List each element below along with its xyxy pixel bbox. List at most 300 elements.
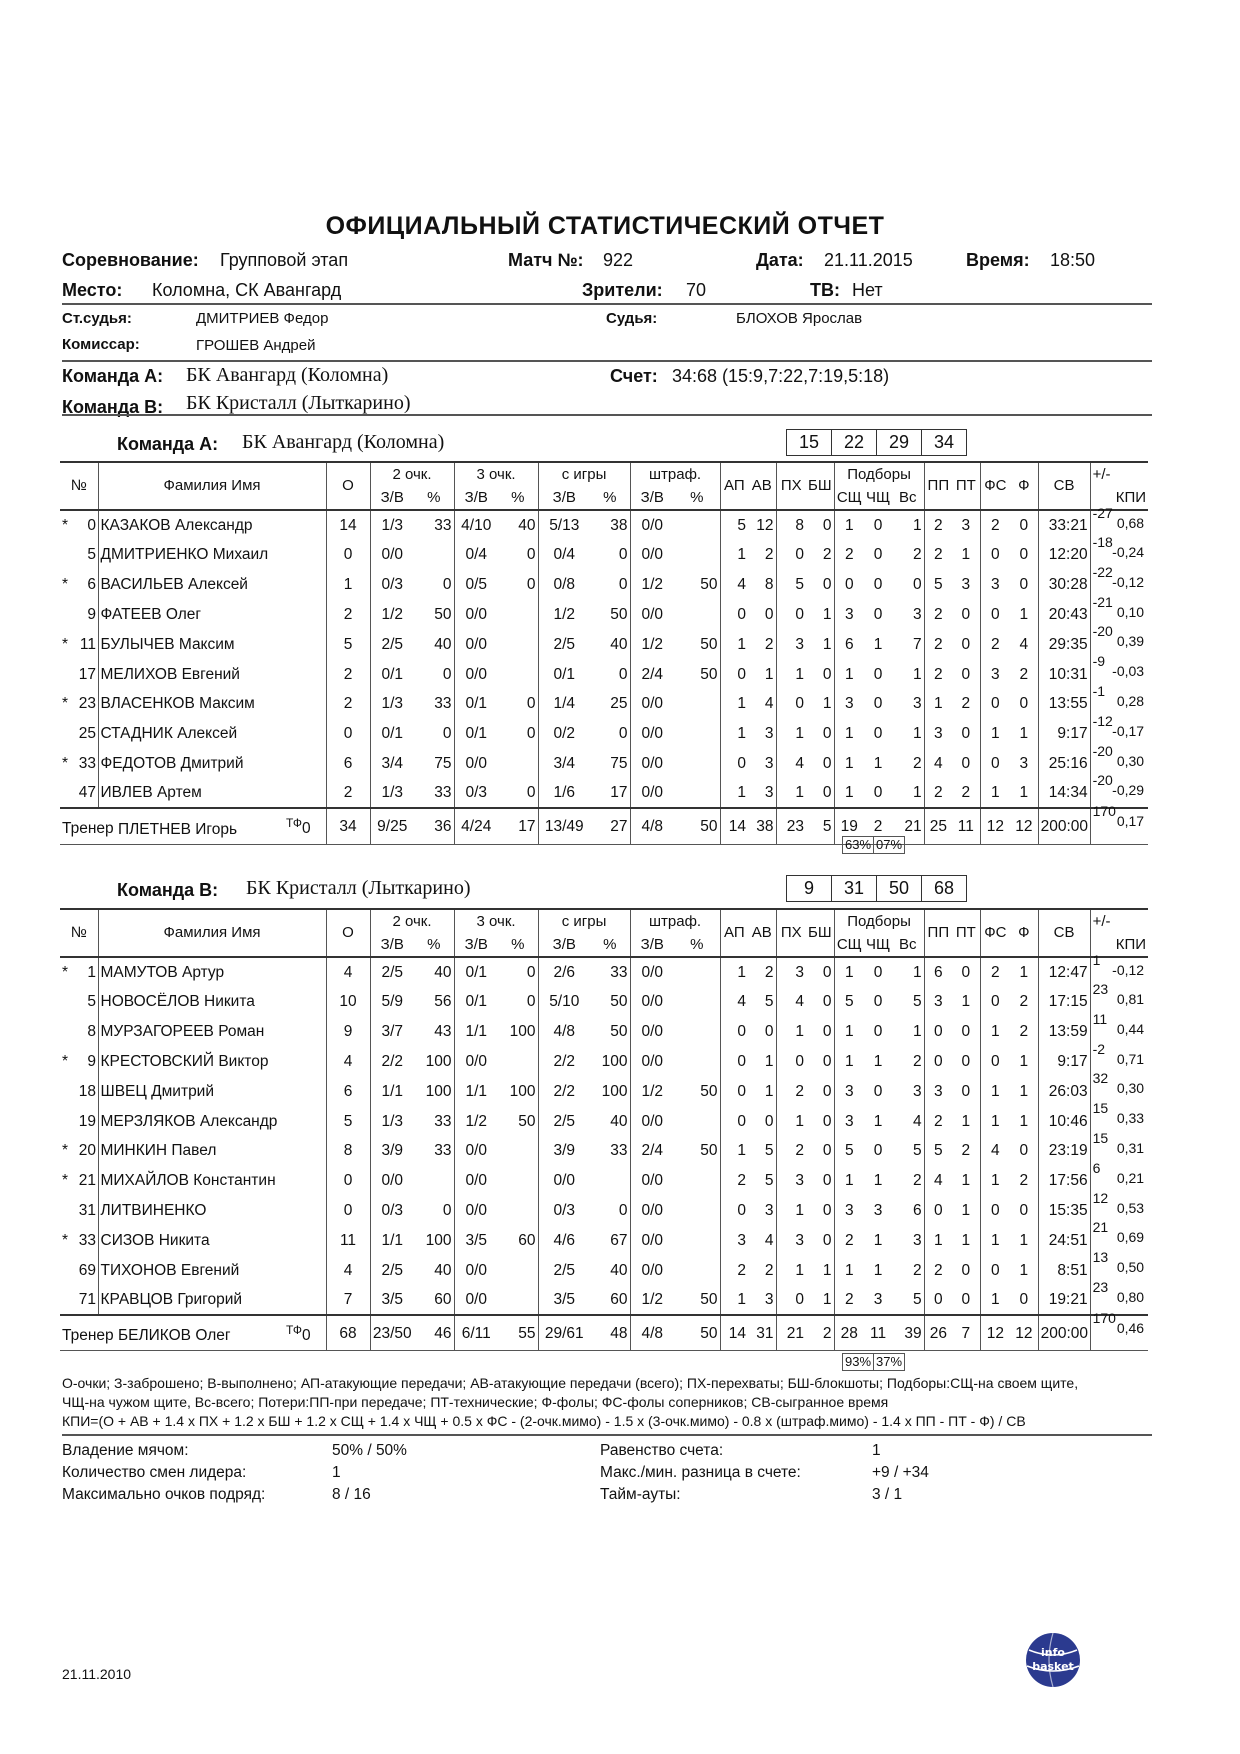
stat-fg2-pct: 60 <box>434 1290 452 1308</box>
kpi: 0,68 <box>1116 515 1145 531</box>
total-pts: 34 <box>326 808 370 844</box>
stat-pp: 0 <box>924 1285 952 1315</box>
stat-fs: 0 <box>980 749 1010 779</box>
stat-f: 4 <box>1019 635 1029 653</box>
possession-value: 50% / 50% <box>332 1442 407 1459</box>
player-name: КРАВЦОВ Григорий <box>98 1285 326 1315</box>
stat-reb-def: 1 <box>834 957 864 987</box>
stat-sv: 10:46 <box>1038 1106 1090 1136</box>
col-ft: штраф. <box>630 909 720 933</box>
player-number-cell <box>60 570 98 600</box>
player-number-cell <box>60 1285 98 1315</box>
col-fg2: 2 очк. <box>370 462 454 486</box>
stat-fg3-pct: 0 <box>526 964 536 981</box>
stat-fg3: 1/1 <box>454 1076 498 1106</box>
stat-fg-pct: 0 <box>618 1201 628 1219</box>
stat-bsh: 0 <box>822 1142 832 1160</box>
stat-fg2-pct: 33 <box>434 517 452 534</box>
plus-minus: 15 <box>1092 1100 1109 1117</box>
stat-ft-pct: 50 <box>700 1290 718 1308</box>
player-name: ВАСИЛЬЕВ Алексей <box>98 570 326 600</box>
stat-pp: 4 <box>924 749 952 779</box>
spectators-value: 70 <box>686 280 707 300</box>
legend-line: ЧЩ-на чужом щите, Вс-всего; Потери:ПП-при передаче; ПТ-технические; Ф-фолы; ФС-фолы соперников; СВ-сыгранное время <box>62 1394 889 1410</box>
info-basket-logo <box>1021 1626 1085 1695</box>
stat-fg3: 0/4 <box>454 540 498 570</box>
stat-ft: 0/0 <box>630 749 674 779</box>
commissioner-value: ГРОШЕВ Андрей <box>196 337 316 354</box>
stat-reb-tot: 2 <box>912 1261 922 1279</box>
plus-minus: 11 <box>1092 1010 1108 1027</box>
stat-fg3-pct <box>498 1255 538 1285</box>
player-number: 21 <box>78 1172 96 1190</box>
stat-reb-def: 2 <box>834 540 864 570</box>
total-bsh: 5 <box>806 808 834 844</box>
total-fg2-pct: 46 <box>414 1315 454 1351</box>
stat-pp: 2 <box>924 1255 952 1285</box>
stat-f: 1 <box>1019 1231 1029 1249</box>
player-number: 5 <box>87 993 96 1011</box>
stat-fg2: 1/1 <box>370 1076 414 1106</box>
stat-reb-def: 3 <box>834 1106 864 1136</box>
player-number: 8 <box>87 1023 96 1041</box>
stat-reb-tot: 1 <box>912 725 922 743</box>
plus-minus: -18 <box>1092 534 1113 550</box>
stat-fg3: 0/0 <box>454 600 498 630</box>
stat-fg3-pct: 0 <box>526 784 536 802</box>
total-fg-pct: 48 <box>590 1315 630 1351</box>
total-reb-off: 2 <box>864 808 892 844</box>
total-f: 12 <box>1010 808 1038 844</box>
player-name: ИВЛЕВ Артем <box>98 778 326 808</box>
col-pt: ПТ <box>952 462 980 510</box>
col-f: Ф <box>1010 909 1038 957</box>
kpi: 0,81 <box>1116 991 1145 1007</box>
col-pp: ПП <box>924 462 952 510</box>
player-row <box>60 600 1148 630</box>
plus-minus: -1 <box>1092 682 1106 699</box>
stat-fg3: 4/10 <box>454 510 498 540</box>
player-number: 33 <box>78 1231 96 1249</box>
stat-fg3: 1/1 <box>454 1017 498 1047</box>
stat-fg3: 0/0 <box>454 1255 498 1285</box>
stat-pts: 4 <box>326 957 370 987</box>
total-ph: 21 <box>776 1315 806 1351</box>
stat-reb-def: 0 <box>834 570 864 600</box>
total-reb-off: 11 <box>864 1315 892 1351</box>
stat-pp: 2 <box>924 778 952 808</box>
stat-ft: 0/0 <box>630 1225 674 1255</box>
starter-mark: * <box>62 517 69 534</box>
col-reb-off: ЧЩ <box>864 486 892 510</box>
player-name: МУРЗАГОРЕЕВ Роман <box>98 1017 326 1047</box>
player-name: МАМУТОВ Артур <box>98 957 326 987</box>
stat-ft-pct <box>674 957 720 987</box>
kpi: 0,44 <box>1116 1020 1145 1037</box>
stat-fg2: 1/3 <box>370 1106 414 1136</box>
stat-fg3: 0/0 <box>454 1285 498 1315</box>
stat-fg2: 3/9 <box>370 1136 414 1166</box>
player-name: НОВОСЁЛОВ Никита <box>98 987 326 1017</box>
team-a-label: Команда А: <box>62 366 164 386</box>
stat-ph: 3 <box>776 957 806 987</box>
starter-mark: * <box>62 1052 69 1070</box>
player-name: СТАДНИК Алексей <box>98 719 326 749</box>
stat-fg2-pct: 33 <box>434 695 452 713</box>
date-label: Дата: <box>756 250 804 270</box>
kpi: -0,17 <box>1112 722 1145 739</box>
stat-bsh: 1 <box>822 1261 832 1279</box>
stat-ph: 0 <box>776 1047 806 1077</box>
stat-fg: 1/2 <box>538 600 590 630</box>
starter-mark: * <box>62 695 69 713</box>
total-ap: 14 <box>720 808 748 844</box>
player-number: 19 <box>78 1112 96 1130</box>
stat-fg: 1/4 <box>538 689 590 719</box>
officials-divider <box>62 360 1152 362</box>
kpi: 0,50 <box>1116 1259 1145 1276</box>
stat-bsh: 0 <box>822 993 832 1011</box>
stat-av: 5 <box>764 993 774 1011</box>
player-name: ЛИТВИНЕНКО <box>98 1196 326 1226</box>
stat-ft-pct <box>674 1047 720 1077</box>
stat-bsh: 0 <box>822 964 832 981</box>
stat-fg3-pct: 0 <box>526 725 536 743</box>
stat-fg3: 0/1 <box>454 719 498 749</box>
player-name: БУЛЫЧЕВ Максим <box>98 629 326 659</box>
stat-f: 2 <box>1019 993 1029 1011</box>
stat-pt: 0 <box>961 1290 971 1308</box>
stat-fg2: 1/3 <box>370 689 414 719</box>
player-number-cell <box>60 719 98 749</box>
stat-f: 1 <box>1019 605 1029 623</box>
stat-bsh: 0 <box>822 754 832 772</box>
stat-f: 0 <box>1019 576 1029 594</box>
stat-pts: 11 <box>326 1225 370 1255</box>
stat-bsh: 0 <box>822 1231 832 1249</box>
player-number-cell <box>60 510 98 540</box>
stat-pts: 6 <box>326 749 370 779</box>
plus-minus-kpi <box>1093 1131 1147 1161</box>
stat-av: 3 <box>764 725 774 743</box>
total-plus-minus-kpi-cell <box>1090 1309 1148 1351</box>
col-fg2-ma: З/В <box>370 933 414 957</box>
kpi: -0,29 <box>1112 782 1145 799</box>
stat-pp: 4 <box>924 1166 952 1196</box>
player-number: 20 <box>78 1142 96 1160</box>
player-name: ДМИТРИЕНКО Михаил <box>98 540 326 570</box>
player-number-cell <box>60 778 98 808</box>
stat-fs: 0 <box>980 689 1010 719</box>
col-ft-pct: % <box>674 486 720 510</box>
stat-pp: 6 <box>924 957 952 987</box>
stat-fg2-pct <box>414 1166 454 1196</box>
plus-minus: -9 <box>1092 653 1106 670</box>
svg-text:basket: basket <box>1032 1660 1074 1673</box>
kpi: 0,53 <box>1116 1199 1145 1216</box>
stat-fg3-pct <box>498 1196 538 1226</box>
plus-minus: -20 <box>1092 623 1113 640</box>
stat-fg: 2/6 <box>538 957 590 987</box>
stat-fg2-pct: 56 <box>434 993 452 1011</box>
kpi: 0,69 <box>1116 1229 1145 1246</box>
stat-ft: 0/0 <box>630 510 674 540</box>
player-number: 23 <box>78 695 96 713</box>
col-reb-def: СЩ <box>834 933 864 957</box>
plus-minus: 21 <box>1092 1219 1109 1236</box>
ref-label: Судья: <box>606 310 658 327</box>
team-a-rebound-pct <box>843 836 905 854</box>
stat-reb-off: 0 <box>873 546 883 564</box>
stat-ft-pct <box>674 778 720 808</box>
stat-ft: 0/0 <box>630 957 674 987</box>
stat-bsh: 1 <box>822 1290 832 1308</box>
col-fg-pct: % <box>590 933 630 957</box>
stat-pp: 3 <box>924 1076 952 1106</box>
player-row <box>60 1076 1148 1106</box>
stat-pts: 9 <box>326 1017 370 1047</box>
player-name: ФАТЕЕВ Олег <box>98 600 326 630</box>
player-number: 17 <box>78 665 96 683</box>
stat-sv: 13:59 <box>1038 1017 1090 1047</box>
player-number: 9 <box>87 1052 96 1070</box>
stat-f: 2 <box>1019 665 1029 683</box>
stat-av: 2 <box>764 546 774 564</box>
kpi: 0,28 <box>1116 692 1145 709</box>
team-a-heading-name: БК Авангард (Коломна) <box>242 431 445 453</box>
place-value: Коломна, СК Авангард <box>152 280 342 300</box>
stat-sv: 19:21 <box>1038 1285 1090 1315</box>
stat-pp: 2 <box>924 510 952 540</box>
plus-minus: -21 <box>1092 593 1113 610</box>
player-number-cell <box>60 1136 98 1166</box>
stat-pts: 8 <box>326 1136 370 1166</box>
team-total-row <box>60 808 1148 844</box>
total-fg2: 23/50 <box>370 1315 414 1351</box>
stat-fg3-pct: 0 <box>526 695 536 713</box>
player-number-cell <box>60 1196 98 1226</box>
stat-ft-pct <box>674 1255 720 1285</box>
stat-fg3-pct: 0 <box>526 993 536 1011</box>
stat-av: 2 <box>764 964 774 981</box>
col-ph: ПХ <box>776 462 806 510</box>
kpi: 0,80 <box>1116 1288 1145 1305</box>
stat-fs: 0 <box>980 1255 1010 1285</box>
col-pts: О <box>326 462 370 510</box>
team-b-name: БК Кристалл (Лыткарино) <box>186 392 411 414</box>
stat-fg3: 0/3 <box>454 778 498 808</box>
stat-pt: 1 <box>961 993 971 1011</box>
stat-fs: 2 <box>980 629 1010 659</box>
total-pp: 26 <box>924 1315 952 1351</box>
stat-fg2-pct: 40 <box>434 1261 452 1279</box>
team-b-stats-table <box>60 908 1148 1351</box>
stat-sv: 25:16 <box>1038 749 1090 779</box>
total-sv: 200:00 <box>1038 808 1090 844</box>
stat-pt: 0 <box>961 1023 971 1041</box>
stat-reb-off: 1 <box>873 1172 883 1190</box>
total-fg3-pct: 55 <box>498 1315 538 1351</box>
stat-fg3-pct: 60 <box>518 1231 536 1249</box>
player-number: 25 <box>78 725 96 743</box>
col-name: Фамилия Имя <box>98 462 326 510</box>
stat-ap: 1 <box>720 629 748 659</box>
stat-fg: 0/4 <box>538 540 590 570</box>
player-number-cell <box>60 689 98 719</box>
team-b-quarter-scores <box>787 875 967 902</box>
stat-fg3: 0/0 <box>454 1047 498 1077</box>
stat-fg3-pct <box>498 1285 538 1315</box>
stat-pts: 7 <box>326 1285 370 1315</box>
col-reb-off: ЧЩ <box>864 933 892 957</box>
timeouts-value: 3 / 1 <box>872 1486 903 1503</box>
legend <box>62 1374 1162 1431</box>
col-fg2: 2 очк. <box>370 909 454 933</box>
stat-ft: 0/0 <box>630 778 674 808</box>
col-name: Фамилия Имя <box>98 909 326 957</box>
player-number-cell <box>60 987 98 1017</box>
stat-reb-tot: 3 <box>912 1082 922 1100</box>
player-number-cell <box>60 1255 98 1285</box>
stat-sv: 9:17 <box>1038 719 1090 749</box>
maxmin-label: Макс./мин. разница в счете: <box>600 1464 801 1481</box>
stat-ft: 1/2 <box>630 1285 674 1315</box>
plus-minus: 23 <box>1092 1278 1109 1295</box>
stat-av: 8 <box>764 576 774 594</box>
stat-fg-pct: 0 <box>618 546 628 564</box>
stat-ap: 0 <box>720 1047 748 1077</box>
stat-reb-tot: 7 <box>912 635 922 653</box>
col-fg3-ma: З/В <box>454 933 498 957</box>
col-fg: с игры <box>538 909 630 933</box>
player-row <box>60 1166 1148 1196</box>
stat-fg: 0/0 <box>538 1166 590 1196</box>
total-reb-def: 19 <box>834 808 864 844</box>
stat-fg3: 0/1 <box>454 689 498 719</box>
col-ft-pct: % <box>674 933 720 957</box>
stat-bsh: 0 <box>822 725 832 743</box>
stat-sv: 33:21 <box>1038 510 1090 540</box>
stat-pt: 1 <box>961 1201 971 1219</box>
col-pm: +/- <box>1090 462 1148 486</box>
stat-av: 4 <box>764 695 774 713</box>
plus-minus: -27 <box>1092 505 1113 521</box>
stat-fg-pct: 40 <box>610 1112 628 1130</box>
team-b-heading-label: Команда В: <box>117 880 219 900</box>
stat-ph: 0 <box>776 540 806 570</box>
stat-fg-pct: 25 <box>610 695 628 713</box>
total-fg3: 6/11 <box>454 1315 498 1351</box>
stat-sv: 12:47 <box>1038 957 1090 987</box>
stat-fs: 1 <box>980 1076 1010 1106</box>
player-number-cell <box>60 1076 98 1106</box>
stat-sv: 13:55 <box>1038 689 1090 719</box>
team-a-stats-table <box>60 461 1148 845</box>
stat-reb-tot: 3 <box>912 695 922 713</box>
stat-pts: 0 <box>326 540 370 570</box>
total-sv: 200:00 <box>1038 1315 1090 1351</box>
stat-ap: 0 <box>720 1017 748 1047</box>
player-number-cell <box>60 1106 98 1136</box>
report-title: ОФИЦИАЛЬНЫЙ СТАТИСТИЧЕСКИЙ ОТЧЕТ <box>325 212 885 240</box>
stat-av: 5 <box>764 1142 774 1160</box>
player-number-cell <box>60 600 98 630</box>
stat-ft-pct <box>674 1017 720 1047</box>
stat-av: 3 <box>764 754 774 772</box>
stat-fg: 2/2 <box>538 1076 590 1106</box>
stat-pt: 0 <box>961 1052 971 1070</box>
total-reb-def: 28 <box>834 1315 864 1351</box>
possession-label: Владение мячом: <box>62 1442 189 1459</box>
total-kpi: 0,17 <box>1116 813 1145 830</box>
stat-fg-pct: 17 <box>610 784 628 802</box>
stat-fg3: 0/0 <box>454 749 498 779</box>
col-fg3-ma: З/В <box>454 486 498 510</box>
stat-ph: 3 <box>776 1166 806 1196</box>
reb-def-pct: 93% <box>842 1353 874 1371</box>
stat-ap: 1 <box>720 719 748 749</box>
stat-ph: 1 <box>776 778 806 808</box>
player-number: 47 <box>78 784 96 802</box>
stat-pp: 1 <box>924 689 952 719</box>
total-fg3: 4/24 <box>454 808 498 844</box>
stat-fg-pct <box>590 1166 630 1196</box>
stat-fs: 3 <box>980 570 1010 600</box>
stat-ph: 0 <box>776 600 806 630</box>
stat-sv: 24:51 <box>1038 1225 1090 1255</box>
stat-ft-pct <box>674 719 720 749</box>
stat-av: 1 <box>764 1052 774 1070</box>
plus-minus: 1 <box>1092 952 1101 968</box>
stat-sv: 10:31 <box>1038 659 1090 689</box>
team-a-name: БК Авангард (Коломна) <box>186 364 389 386</box>
stat-fg-pct: 0 <box>618 576 628 594</box>
stat-fg2-pct: 43 <box>434 1023 452 1041</box>
teams-divider <box>62 414 1152 416</box>
player-row <box>60 749 1148 779</box>
reb-off-pct: 07% <box>873 836 905 854</box>
stat-reb-tot: 2 <box>912 1172 922 1190</box>
stat-reb-def: 2 <box>834 1225 864 1255</box>
player-row <box>60 1017 1148 1047</box>
stat-ap: 4 <box>720 987 748 1017</box>
stat-bsh: 0 <box>822 1082 832 1100</box>
stat-bsh: 1 <box>822 695 832 713</box>
stat-pts: 2 <box>326 778 370 808</box>
col-fg: с игры <box>538 462 630 486</box>
stat-reb-def: 1 <box>834 749 864 779</box>
player-name: КАЗАКОВ Александр <box>98 510 326 540</box>
stat-pt: 2 <box>961 1142 971 1160</box>
kpi: 0,71 <box>1116 1050 1145 1067</box>
plus-minus: 6 <box>1092 1159 1101 1176</box>
stat-sv: 30:28 <box>1038 570 1090 600</box>
stat-fs: 0 <box>980 987 1010 1017</box>
stat-ft: 0/0 <box>630 689 674 719</box>
col-fg-ma: З/В <box>538 933 590 957</box>
stat-fg3-pct: 40 <box>518 517 536 534</box>
col-fg-ma: З/В <box>538 486 590 510</box>
stat-pts: 2 <box>326 659 370 689</box>
stat-fg3-pct: 100 <box>509 1082 536 1100</box>
total-av: 38 <box>748 808 776 844</box>
stat-pts: 2 <box>326 600 370 630</box>
stat-av: 4 <box>764 1231 774 1249</box>
stat-bsh: 0 <box>822 517 832 534</box>
kpi: 0,31 <box>1116 1139 1145 1156</box>
stat-fg3-pct <box>498 1166 538 1196</box>
stat-fg-pct: 33 <box>610 964 628 981</box>
